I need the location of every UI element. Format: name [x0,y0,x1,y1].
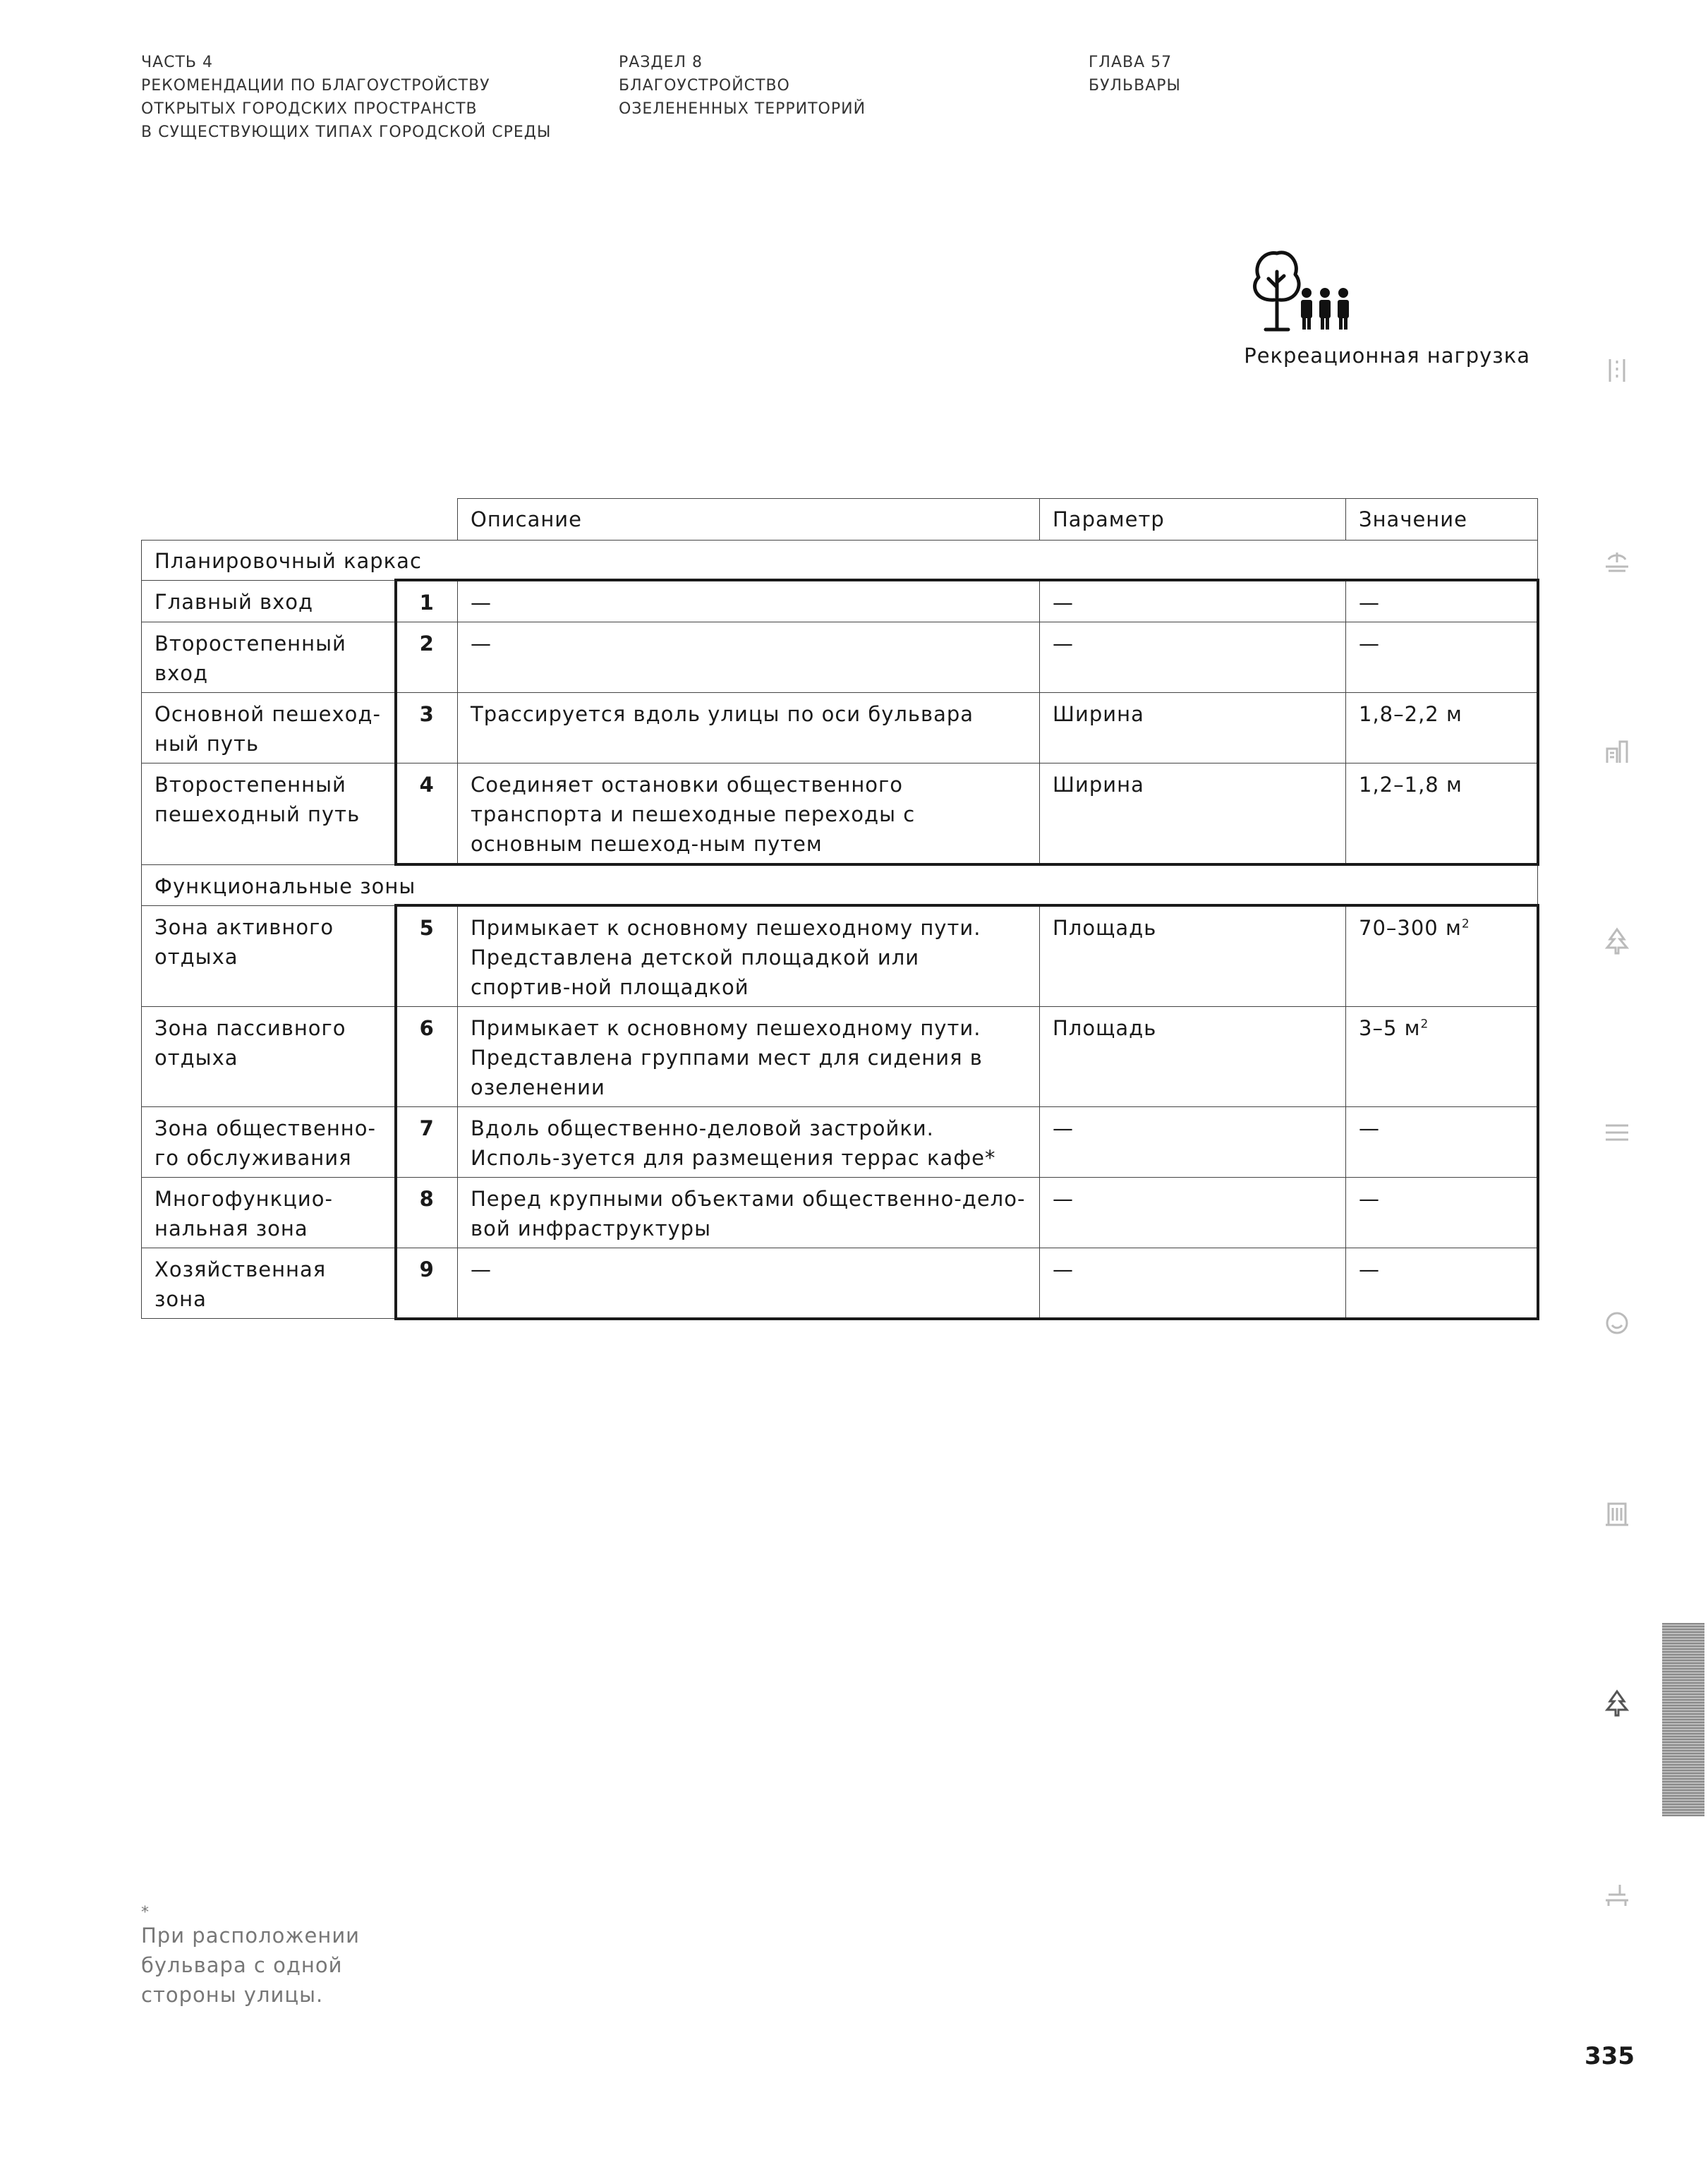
column-header: Описание [458,499,1040,541]
table-header-row [142,499,1538,541]
building-tree-icon[interactable] [1601,736,1633,767]
table-row [142,763,1538,865]
row-description: Примыкает к основному пешеходному пути. Представлена детской площадкой или спортив-ной площадкой [458,905,1040,1007]
table-section-title: Функциональные зоны [142,864,1538,905]
row-parameter: — [1040,1107,1346,1178]
table-row [142,1107,1538,1178]
row-description: Перед крупными объектами общественно-дело-вой инфраструктуры [458,1178,1040,1248]
row-value: — [1346,1178,1538,1248]
row-number: 1 [396,580,458,622]
row-description: Трассируется вдоль улицы по оси бульвара [458,693,1040,763]
row-name: Зона активного отдыха [142,905,396,1007]
recreation-label: Рекреационная нагрузка [1244,344,1530,368]
table-row [142,1178,1538,1248]
table-row [142,905,1538,1007]
row-parameter: Ширина [1040,693,1346,763]
menu-lines-icon[interactable] [1601,1117,1633,1148]
table-row [142,580,1538,622]
row-description: — [458,622,1040,693]
bulvar-parameters-table [141,498,1539,1320]
row-name: Зона пассивного отдыха [142,1007,396,1107]
row-number: 3 [396,693,458,763]
row-value: — [1346,1248,1538,1319]
row-name: Главный вход [142,580,396,622]
footnote-line: При расположении [141,1924,361,1948]
fountain-icon[interactable] [1601,545,1633,577]
row-number: 7 [396,1107,458,1178]
row-name: Основной пешеход-ный путь [142,693,396,763]
active-section-tab[interactable] [1662,1623,1704,1816]
row-value-superscript: 2 [1420,1017,1429,1032]
row-description: Соединяет остановки общественного транспорта и пешеходные переходы с основным пешеход-ным путем [458,763,1040,865]
table-header-blank [142,499,458,541]
tree-icon[interactable] [1601,926,1633,958]
footnote-line: стороны улицы. [141,1983,324,2007]
footnote-mark: * [141,1904,150,1921]
table-row [142,622,1538,693]
row-description: Примыкает к основному пешеходному пути. Представлена группами мест для сидения в озеленении [458,1007,1040,1107]
column-header: Параметр [1040,499,1346,541]
row-value: 70–300 $м^2$ [1346,905,1538,1007]
row-parameter: Площадь [1040,1007,1346,1107]
row-description: Вдоль общественно-деловой застройки. Исполь-зуется для размещения террас кафе* [458,1107,1040,1178]
header-chapter [1089,51,1181,97]
row-parameter: Площадь [1040,905,1346,1007]
row-parameter: — [1040,580,1346,622]
row-number: 2 [396,622,458,693]
bench-icon[interactable] [1601,1879,1633,1910]
page-number: 335 [1585,2042,1635,2070]
table-section-title: Планировочный каркас [142,541,1538,581]
table-row [142,1248,1538,1319]
table-section-row [142,864,1538,905]
face-icon[interactable] [1601,1308,1633,1339]
row-number: 6 [396,1007,458,1107]
building-icon[interactable] [1601,1498,1633,1529]
row-value: — [1346,1107,1538,1178]
row-description: — [458,1248,1040,1319]
row-number: 8 [396,1178,458,1248]
footnote [141,1905,360,2010]
row-number: 5 [396,905,458,1007]
footnote-line: бульвара с одной [141,1953,343,1977]
header-section-line: РАЗДЕЛ 8 [619,54,703,71]
row-name: Второстепенный вход [142,622,396,693]
row-parameter: — [1040,1178,1346,1248]
row-description: — [458,580,1040,622]
row-value: 1,8–2,2 м [1346,693,1538,763]
header-section-line: БЛАГОУСТРОЙСТВО [619,77,790,95]
row-value: — [1346,580,1538,622]
column-header: Значение [1346,499,1538,541]
row-name: Зона общественно-го обслуживания [142,1107,396,1178]
row-value: — [1346,622,1538,693]
header-section [619,51,866,121]
road-lines-icon[interactable] [1601,355,1633,386]
header-part [141,51,551,144]
header-part-line: В СУЩЕСТВУЮЩИХ ТИПАХ ГОРОДСКОЙ СРЕДЫ [141,123,552,141]
row-parameter: — [1040,1248,1346,1319]
row-value: 1,2–1,8 м [1346,763,1538,865]
table-row [142,693,1538,763]
tree-and-people-icon [1249,243,1369,335]
table-section-row [142,541,1538,581]
row-parameter: — [1040,622,1346,693]
header-chapter-line: ГЛАВА 57 [1089,54,1173,71]
row-number: 4 [396,763,458,865]
row-value: 3–5 $м^2$ [1346,1007,1538,1107]
row-number: 9 [396,1248,458,1319]
header-section-line: ОЗЕЛЕНЕННЫХ ТЕРРИТОРИЙ [619,100,866,118]
header-chapter-line: БУЛЬВАРЫ [1089,77,1181,95]
row-parameter: Ширина [1040,763,1346,865]
header-part-line: ОТКРЫТЫХ ГОРОДСКИХ ПРОСТРАНСТВ [141,100,478,118]
row-name: Хозяйственная зона [142,1248,396,1319]
table-row [142,1007,1538,1107]
row-name: Многофункцио-нальная зона [142,1178,396,1248]
tree-active-icon[interactable] [1601,1689,1633,1720]
row-value-superscript: 2 [1461,917,1470,931]
row-name: Второстепенный пешеходный путь [142,763,396,865]
header-part-line: ЧАСТЬ 4 [141,54,214,71]
header-part-line: РЕКОМЕНДАЦИИ ПО БЛАГОУСТРОЙСТВУ [141,77,490,95]
